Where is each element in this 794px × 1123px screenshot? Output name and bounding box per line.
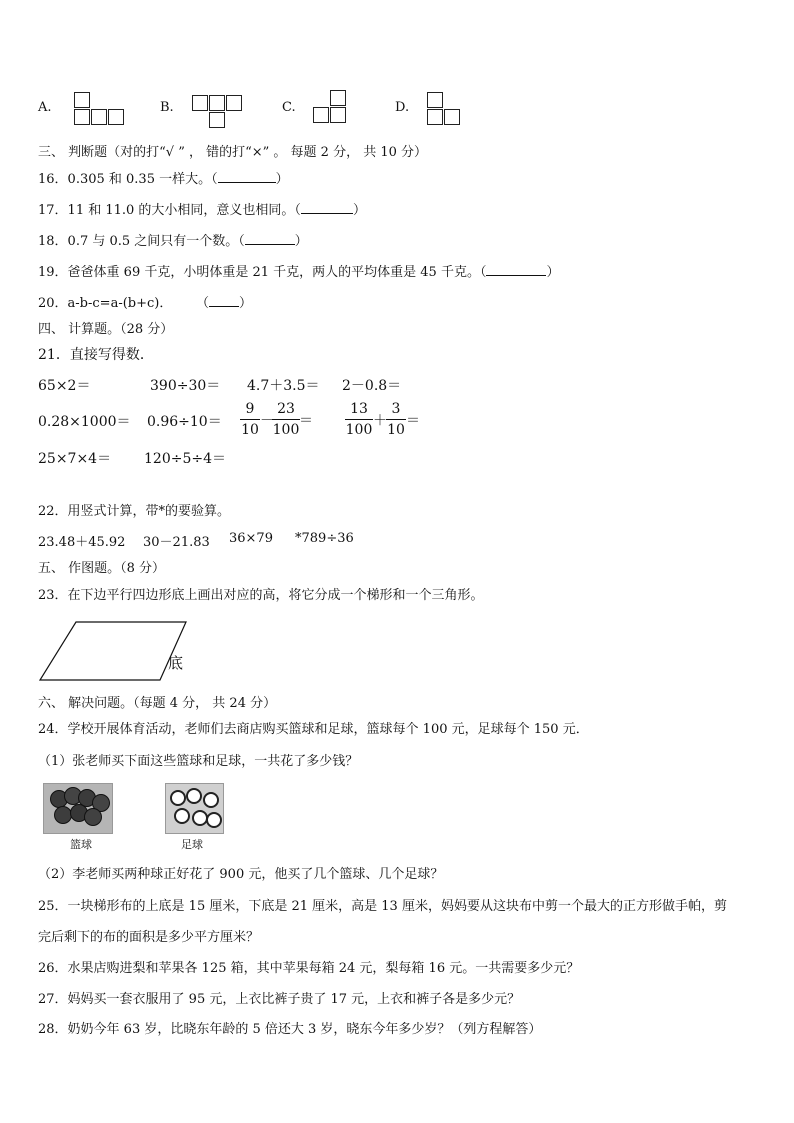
answer-blank-18[interactable]: [245, 232, 295, 245]
numerator: 23: [277, 401, 295, 417]
close-paren: ）: [352, 203, 366, 218]
base-label: 底: [168, 654, 184, 672]
question-24-part-2: （2）李老师买两种球正好花了 900 元，他买了几个篮球、几个足球？: [38, 867, 444, 882]
question-20: [38, 292, 172, 311]
vertical-calc-item: 23.48＋45.92: [38, 535, 126, 550]
option-b-net-diagram: [192, 95, 248, 131]
question-20-answer: [196, 292, 252, 311]
section-4-title: 四、 计算题。（28 分）: [38, 322, 174, 337]
section-5-title: 五、 作图题。（8 分）: [38, 561, 166, 576]
question-25-line-2: 完后剩下的布的面积是多少平方厘米？: [38, 930, 260, 945]
football-caption: 足球: [181, 838, 203, 851]
question-17-text: 17．11 和 11.0 的大小相同，意义也相同。（: [38, 203, 301, 218]
question-18-text: 18．0.7 与 0.5 之间只有一个数。（: [38, 234, 245, 249]
denominator: 10: [241, 422, 259, 438]
numerator: 13: [350, 401, 368, 417]
section-3-title: 三、 判断题（对的打“√ ” ， 错的打“×” 。 每题 2 分， 共 10 分）: [38, 145, 428, 160]
question-25-line-1: 25．一块梯形布的上底是 15 厘米，下底是 21 厘米，高是 13 厘米，妈妈要从这块布中剪一个最大的正方形做手帕，剪: [38, 899, 727, 914]
answer-blank-17[interactable]: [301, 201, 353, 214]
equals-sign: ＝: [406, 413, 420, 429]
answer-blank-19[interactable]: [486, 263, 546, 276]
question-24-part-1: （1）张老师买下面这些篮球和足球，一共花了多少钱？: [38, 754, 359, 769]
open-paren: （: [196, 296, 210, 311]
vertical-calc-item: *789÷36: [295, 531, 354, 546]
vertical-calc-item: 36×79: [229, 531, 273, 546]
plus-sign: ＋: [373, 413, 387, 429]
answer-blank-20[interactable]: [209, 294, 239, 307]
option-c-label: C.: [282, 100, 296, 115]
fraction-3-10: [386, 400, 406, 439]
denominator: 100: [345, 422, 373, 438]
question-23: 23．在下边平行四边形底上画出对应的高，将它分成一个梯形和一个三角形。: [38, 588, 484, 603]
basketball-image: [43, 783, 113, 834]
close-paren: ）: [239, 296, 253, 311]
section-6-title: 六、 解决问题。（每题 4 分， 共 24 分）: [38, 696, 277, 711]
question-24: 24．学校开展体育活动，老师们去商店购买篮球和足球，篮球每个 100 元，足球每个 150 元．: [38, 722, 589, 737]
question-22: 22．用竖式计算，带*的要验算。: [38, 504, 231, 519]
vertical-calc-item: 30－21.83: [143, 535, 210, 550]
question-21: 21．直接写得数．: [38, 347, 154, 363]
calc-item: 65×2＝: [38, 378, 91, 394]
calc-item: 0.28×1000＝: [38, 414, 131, 430]
question-20-text: 20．a-b-c=a-(b+c)．: [38, 296, 173, 311]
question-17: [38, 199, 366, 218]
question-27: 27．妈妈买一套衣服用了 95 元，上衣比裤子贵了 17 元，上衣和裤子各是多少元？: [38, 992, 521, 1007]
close-paren: ）: [275, 172, 289, 187]
calc-item: 4.7＋3.5＝: [247, 378, 320, 394]
fraction-13-100: [345, 400, 373, 439]
denominator: 10: [387, 422, 405, 438]
fraction-23-100: [272, 400, 300, 439]
question-19: [38, 261, 559, 280]
close-paren: ）: [294, 234, 308, 249]
question-16-text: 16．0.305 和 0.35 一样大。（: [38, 172, 218, 187]
fraction-9-10: [240, 400, 260, 439]
equals-sign: ＝: [299, 413, 313, 429]
question-19-text: 19．爸爸体重 69 千克，小明体重是 21 千克，两人的平均体重是 45 千克。（: [38, 265, 487, 280]
minus-sign: －: [260, 413, 274, 429]
calc-item: 2－0.8＝: [342, 378, 402, 394]
football-image: [165, 783, 224, 834]
calc-item: 0.96÷10＝: [147, 414, 222, 430]
option-a-net-diagram: [74, 92, 130, 128]
numerator: 3: [391, 401, 401, 417]
close-paren: ）: [546, 265, 560, 280]
calc-item: 25×7×4＝: [38, 451, 112, 467]
parallelogram-diagram: [36, 618, 196, 684]
calc-item: 390÷30＝: [150, 378, 221, 394]
question-26: 26．水果店购进梨和苹果各 125 箱，其中苹果每箱 24 元，梨每箱 16 元。一共需要多少元？: [38, 961, 580, 976]
option-d-label: D.: [395, 100, 410, 115]
question-18: [38, 230, 308, 249]
option-b-label: B.: [160, 100, 174, 115]
basketball-caption: 篮球: [70, 838, 92, 851]
option-c-net-diagram: [313, 90, 353, 126]
question-28: 28．奶奶今年 63 岁，比晓东年龄的 5 倍还大 3 岁，晓东今年多少岁？（列方程解答）: [38, 1022, 542, 1037]
calc-item: 120÷5÷4＝: [144, 451, 226, 467]
option-d-net-diagram: [427, 92, 467, 128]
question-16: [38, 168, 289, 187]
denominator: 100: [272, 422, 300, 438]
answer-blank-16[interactable]: [218, 170, 276, 183]
numerator: 9: [245, 401, 255, 417]
option-a-label: A.: [38, 100, 52, 115]
